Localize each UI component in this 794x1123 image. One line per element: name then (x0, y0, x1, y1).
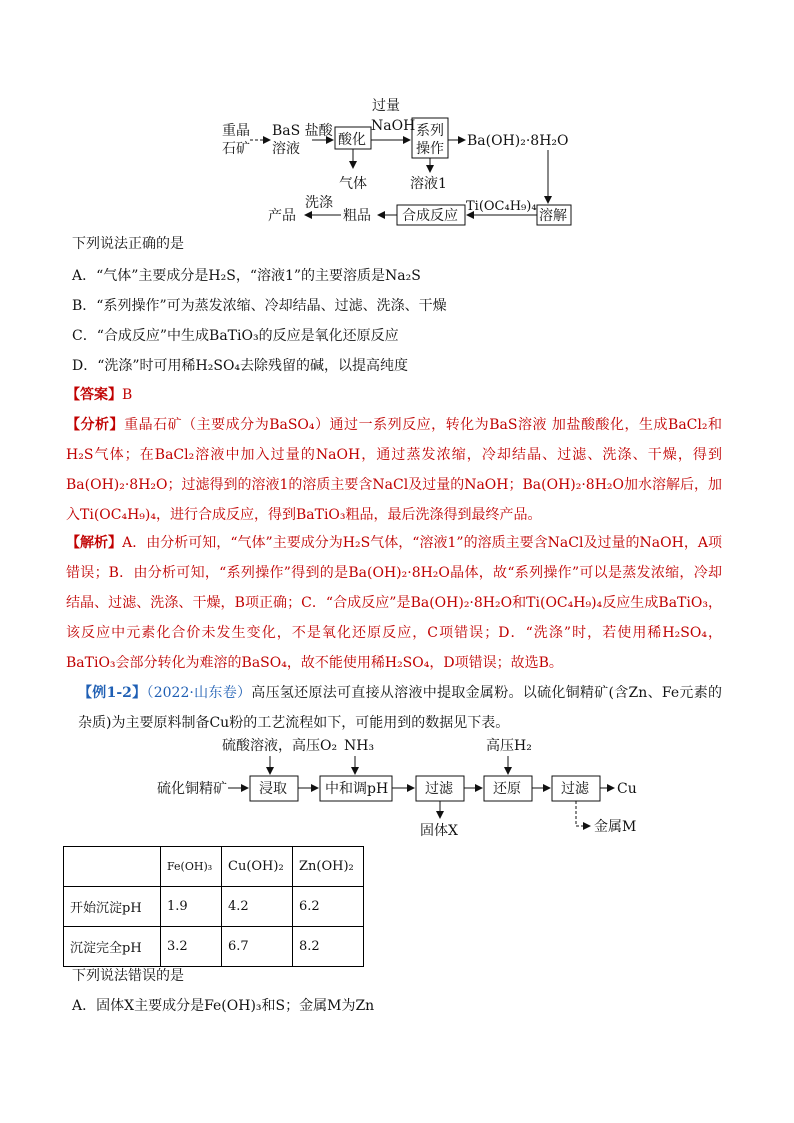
flow2-metal-m: 金属M (594, 819, 637, 835)
table-header-cell (64, 847, 161, 887)
table-cell: 3.2 (161, 927, 222, 967)
flow1-reagent3-label: Ti(OC₄H₉)₄ (466, 199, 537, 214)
flow1-box-series-l1: 系列 (416, 123, 444, 139)
flow2-reagent4: 高压H₂ (486, 738, 532, 754)
example-source: （2022·山东卷） (146, 685, 252, 701)
flow2-product: Cu (617, 781, 637, 797)
q2-option-a: A．固体X主要成分是Fe(OH)₃和S；金属M为Zn (72, 998, 375, 1014)
q2-stem: 下列说法错误的是 (72, 968, 184, 984)
table-cell: 8.2 (293, 927, 364, 967)
flow1-box-series-l2: 操作 (416, 141, 444, 157)
example-1-2 (78, 678, 722, 738)
flow2-box-filter2-label: 过滤 (561, 781, 589, 797)
q1-analysis (66, 410, 722, 530)
table-header-cell: Cu(OH)₂ (222, 847, 293, 887)
table-row (64, 887, 364, 927)
flow1-box-dissolve-label: 溶解 (539, 208, 567, 224)
flow1-solution1-label: 溶液1 (410, 176, 447, 192)
flow1-wash-label: 洗涤 (305, 195, 333, 211)
flow1-start-l1: 重晶 (222, 123, 250, 139)
analysis-text: 重晶石矿（主要成分为BaSO₄）通过一系列反应，转化为BaS溶液 加盐酸酸化，生成BaCl₂和H₂S气体；在BaCl₂溶液中加入过量的NaOH，通过蒸发浓缩，冷却结晶、过滤、洗涤、干燥，得到Ba(OH)₂·8H₂O；过滤得到的溶液1的溶质主要含NaCl及过量的NaOH；Ba(OH)₂·8H₂O加水溶解后，加入Ti(OC₄H₉)₄，进行合成反应，得到BaTiO₃粗品，最后洗涤得到最终产品。 (66, 417, 723, 523)
flow1-step1-l2: 溶液 (272, 141, 300, 157)
flow1-start-l2: 石矿 (222, 141, 250, 157)
flow1-reagent2-l1: 过量 (372, 98, 400, 114)
q1-option-c: C．“合成反应”中生成BaTiO₃的反应是氧化还原反应 (72, 328, 399, 344)
table-header-cell: Fe(OH)₃ (161, 847, 222, 887)
q1-explanation (66, 528, 722, 678)
explain-text: A．由分析可知，“气体”主要成分为H₂S气体，“溶液1”的溶质主要含NaCl及过量的NaOH，A项错误；B．由分析可知，“系列操作”得到的是Ba(OH)₂·8H₂O晶体，故“系列操作”可以是蒸发浓缩，冷却结晶、过滤、洗涤、干燥，B项正确；C．“合成反应”是Ba(OH)₂·8H₂O和Ti(OC₄H₉)₄反应生成BaTiO₃，该反应中元素化合价未发生变化，不是氧化还原反应，C项错误；D．“洗涤”时，若使用稀H₂SO₄，BaTiO₃会部分转化为难溶的BaSO₄，故不能使用稀H₂SO₄，D项错误；故选B。 (66, 535, 722, 671)
flow2-box-neutralize-label: 中和调pH (325, 781, 389, 797)
table-cell: 6.2 (293, 887, 364, 927)
flow1-gas-label: 气体 (339, 176, 367, 192)
example-text: 高压氢还原法可直接从溶液中提取金属粉。以硫化铜精矿(含Zn、Fe元素的杂质)为主要原料制备Cu粉的工艺流程如下，可能用到的数据见下表。 (78, 685, 722, 731)
flow2-reagent1: 硫酸溶液，高压O₂ (222, 738, 338, 754)
example-tag: 【例1-2】 (78, 685, 147, 701)
q1-option-a: A．“气体”主要成分是H₂S，“溶液1”的主要溶质是Na₂S (72, 268, 421, 284)
flow1-product1-label: Ba(OH)₂·8H₂O (467, 133, 569, 149)
flow1-step1-l1: BaS 盐酸 (272, 123, 333, 139)
flowchart-2 (0, 730, 794, 840)
flow2-solid-x: 固体X (420, 823, 458, 839)
explain-label: 【解析】 (66, 535, 123, 551)
flow1-crude-label: 粗品 (343, 208, 371, 224)
flow2-reagent2: NH₃ (344, 738, 375, 754)
analysis-label: 【分析】 (66, 417, 125, 433)
flow1-reagent2-l2: NaOH (371, 118, 416, 134)
table-cell: 4.2 (222, 887, 293, 927)
table-cell: 开始沉淀pH (64, 887, 161, 927)
flow1-box-synthesis-label: 合成反应 (402, 208, 458, 224)
flow2-box-reduce-label: 还原 (493, 781, 521, 797)
flow1-final-label: 产品 (268, 208, 296, 224)
table-header-cell: Zn(OH)₂ (293, 847, 364, 887)
precipitation-ph-table (63, 846, 364, 967)
q1-option-b: B．“系列操作”可为蒸发浓缩、冷却结晶、过滤、洗涤、干燥 (72, 298, 447, 314)
flowchart-1 (0, 90, 794, 230)
answer-label: 【答案】 (66, 387, 122, 403)
table-cell: 6.7 (222, 927, 293, 967)
flow2-start: 硫化铜精矿 (157, 781, 227, 797)
table-cell: 1.9 (161, 887, 222, 927)
flow2-box-filter1-label: 过滤 (425, 781, 453, 797)
q1-answer (66, 385, 132, 405)
table-cell: 沉淀完全pH (64, 927, 161, 967)
answer-value: B (122, 387, 133, 403)
table-row (64, 927, 364, 967)
table-header-row (64, 847, 364, 887)
q1-stem: 下列说法正确的是 (72, 236, 184, 252)
q1-option-d: D．“洗涤”时可用稀H₂SO₄去除残留的碱，以提高纯度 (72, 358, 409, 374)
flow2-box-leach-label: 浸取 (259, 781, 287, 797)
flow2-arrow-metal (576, 801, 590, 826)
flow1-box-acidify-label: 酸化 (338, 132, 366, 148)
